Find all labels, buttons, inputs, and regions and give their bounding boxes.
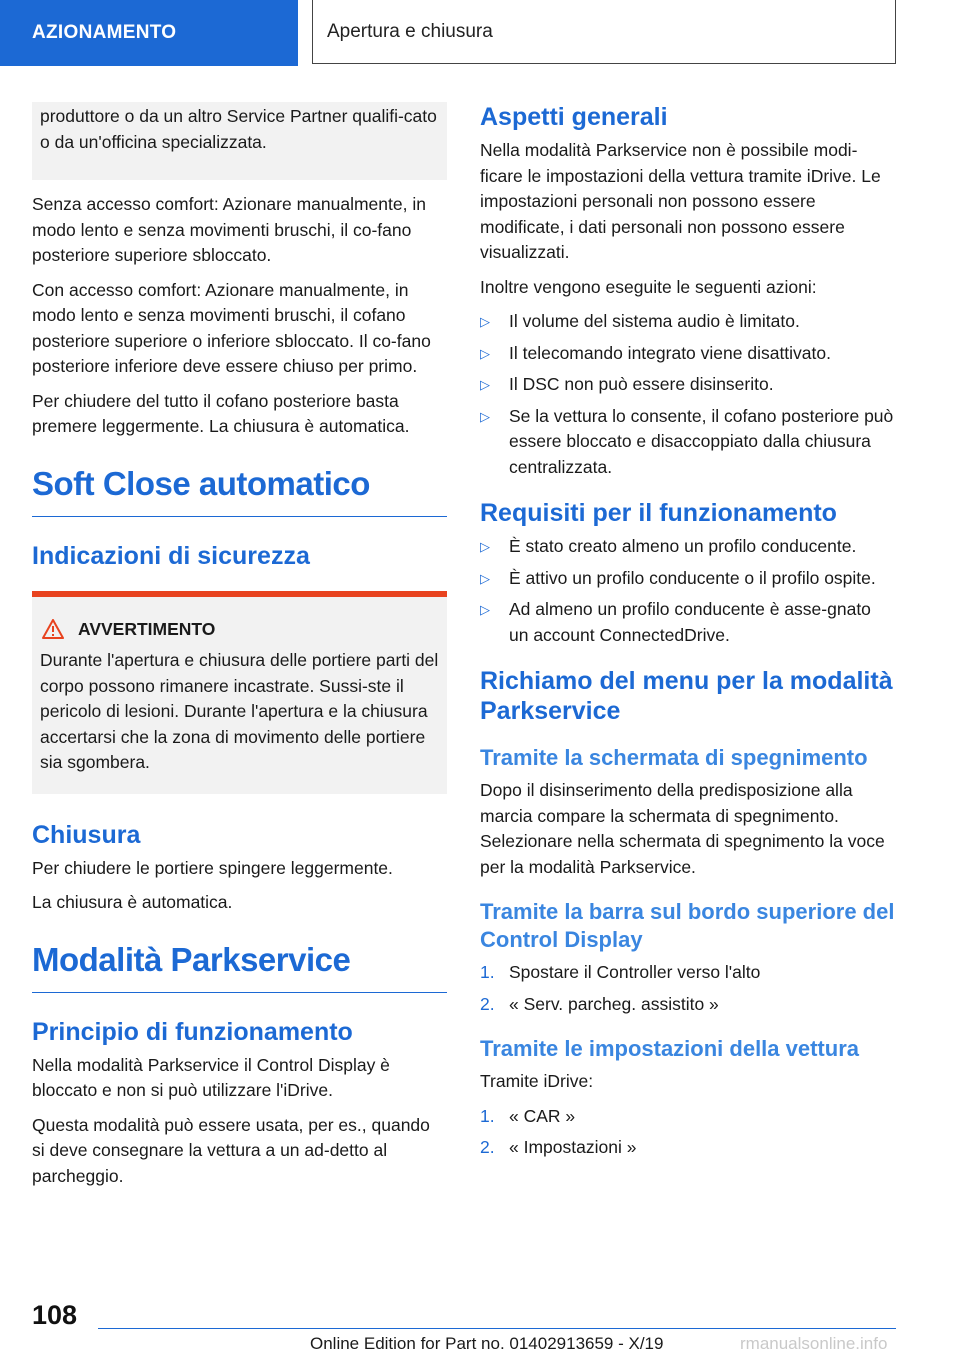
list-item: 1. « CAR »	[480, 1105, 576, 1126]
paragraph: Dopo il disinserimento della predisposizione alla marcia compare la schermata di spegnimento. Selezionare nella schermata di spegnimento la voce per la modalità Parkservice.	[480, 780, 885, 877]
continued-note	[32, 102, 447, 180]
bullet-triangle-icon: ▷	[480, 539, 490, 554]
paragraph: Questa modalità può essere usata, per es., quando si deve consegnare la vettura a un ad-detto al parcheggio.	[32, 1114, 430, 1186]
paragraph: Tramite iDrive:	[480, 1071, 594, 1091]
heading-menu-call: Richiamo del menu per la modalità Parkservice	[480, 667, 893, 725]
heading-principle: Principio di funzionamento	[32, 1017, 353, 1046]
watermark: rmanualsonline.info	[740, 1334, 888, 1353]
bullet-list-requirements	[480, 534, 895, 648]
paragraph: La chiusura è automatica.	[32, 892, 233, 912]
paragraph: Con accesso comfort: Azionare manualmente, in modo lento e senza movimenti bruschi, il cofano posteriore superiore o inferiore sbloccato. Il co-fano posteriore inferiore deve essere chiuso per primo.	[32, 279, 431, 376]
bullet-triangle-icon: ▷	[480, 345, 490, 361]
paragraph: Nella modalità Parkservice il Control Display è bloccato e non si può utilizzare l'iDrive.	[32, 1054, 390, 1100]
steps-vehicle-settings	[480, 1104, 895, 1161]
heading-soft-close: Soft Close automatico	[32, 464, 447, 517]
list-item: 1. Spostare il Controller verso l'alto	[480, 962, 761, 982]
left-column	[32, 102, 447, 1198]
heading-parkservice: Modalità Parkservice	[32, 940, 447, 993]
paragraph: Per chiudere le portiere spingere leggermente.	[32, 857, 393, 878]
bullet-triangle-icon: ▷	[480, 602, 490, 617]
paragraph: Per chiudere del tutto il cofano posteriore basta premere leggermente. La chiusura è automatica.	[32, 390, 410, 436]
page-number: 108	[32, 1300, 78, 1330]
list-item: 2. « Impostazioni »	[480, 1137, 637, 1157]
list-item: ▷ Ad almeno un profilo conducente è asse-gnato un account ConnectedDrive.	[480, 599, 871, 645]
warning-triangle-icon	[42, 619, 64, 639]
edition-text: Online Edition for Part no. 01402913659 - X/19	[310, 1334, 664, 1353]
paragraph: Senza accesso comfort: Azionare manualmente, in modo lento e senza movimenti bruschi, il co-fano posteriore superiore sbloccato.	[32, 194, 426, 265]
warning-box	[32, 591, 447, 794]
paragraph: Nella modalità Parkservice non è possibile modi-ficare le impostazioni della vettura tramite iDrive. Le impostazioni personali non possono essere modificate, i dati personali non possono essere visualizzati.	[480, 140, 881, 262]
paragraph: Inoltre vengono eseguite le seguenti azioni:	[480, 276, 817, 297]
bullet-list-actions	[480, 309, 895, 480]
bullet-triangle-icon: ▷	[480, 314, 490, 329]
heading-vehicle-settings: Tramite le impostazioni della vettura	[480, 1036, 859, 1061]
chapter-title: Apertura e chiusura	[312, 0, 896, 64]
page-header	[0, 0, 960, 66]
section-tab: AZIONAMENTO	[0, 0, 298, 66]
bullet-triangle-icon: ▷	[480, 570, 490, 586]
note-text: produttore o da un altro Service Partner qualifi-cato o da un'officina specializzata.	[40, 106, 437, 152]
heading-general: Aspetti generali	[480, 103, 668, 131]
heading-chiusura: Chiusura	[32, 820, 141, 849]
warning-title	[40, 617, 439, 643]
heading-requirements: Requisiti per il funzionamento	[480, 499, 837, 527]
steps-top-bar	[480, 960, 895, 1017]
warning-text: Durante l'apertura e chiusura delle portiere parti del corpo possono rimanere incastrate. Sussi-ste il pericolo di lesioni. Durante l'apertura e la chiusura accertarsi che la zona di movimento delle portiere sia sgombera.	[40, 650, 439, 772]
list-item: ▷ È stato creato almeno un profilo conducente.	[480, 534, 895, 560]
heading-top-bar: Tramite la barra sul bordo superiore del Control Display	[480, 899, 895, 952]
list-item: ▷ È attivo un profilo conducente o il profilo ospite.	[480, 566, 895, 592]
warning-label: AVVERTIMENTO	[78, 618, 216, 639]
bullet-triangle-icon: ▷	[480, 408, 490, 424]
list-item: ▷ Se la vettura lo consente, il cofano posteriore può essere bloccato e disaccoppiato dalla chiusura centralizzata.	[480, 405, 894, 477]
list-item: ▷ Il DSC non può essere disinserito.	[480, 372, 895, 398]
footer-divider	[98, 1328, 896, 1329]
bullet-triangle-icon: ▷	[480, 377, 490, 392]
right-column	[480, 102, 895, 1171]
list-item: 2. « Serv. parcheg. assistito »	[480, 993, 719, 1014]
heading-shutdown-screen: Tramite la schermata di spegnimento	[480, 745, 868, 770]
heading-safety: Indicazioni di sicurezza	[32, 541, 310, 570]
list-item: ▷ Il telecomando integrato viene disattivato.	[480, 341, 895, 367]
list-item: ▷ Il volume del sistema audio è limitato.	[480, 309, 895, 335]
